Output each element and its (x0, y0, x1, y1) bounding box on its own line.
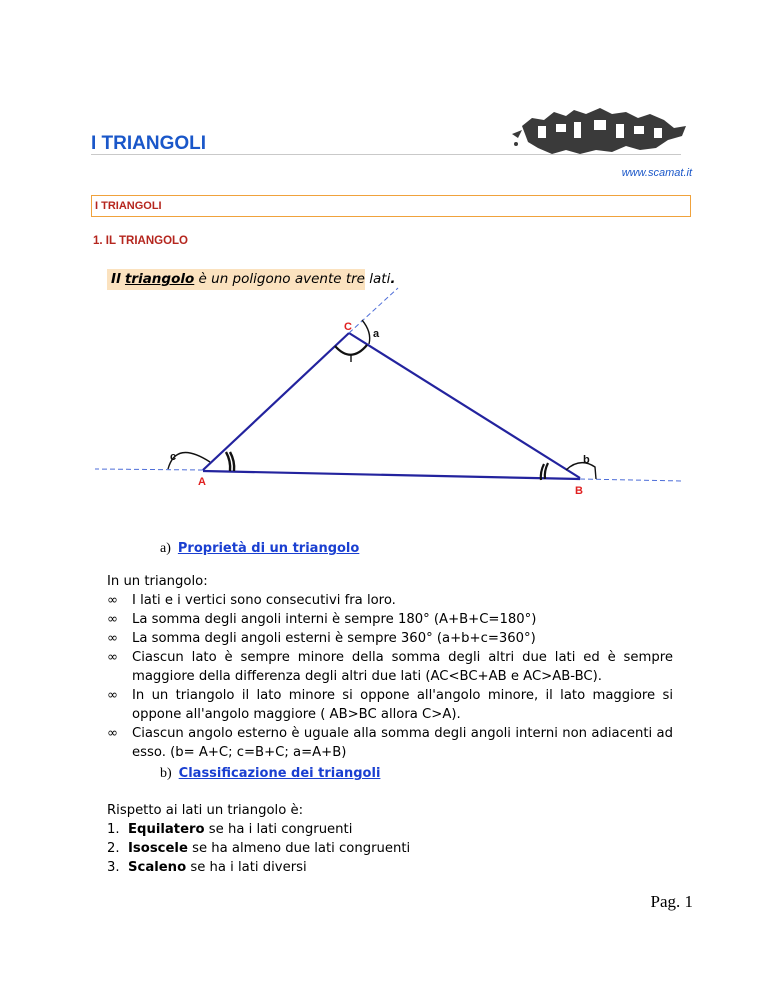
bullet-icon: ∞ (107, 688, 118, 703)
properties-list (107, 591, 673, 762)
angle-b-label: b (583, 454, 590, 466)
side-cb (349, 333, 580, 478)
subheading-marker: a) (160, 541, 171, 556)
subheading-properties (160, 541, 359, 557)
bullet-icon: ∞ (107, 593, 118, 608)
angle-a-label: a (373, 328, 380, 340)
bullet-icon: ∞ (107, 726, 118, 741)
definition-rest: è un poligono avente tre lati (194, 271, 391, 287)
vertex-a-label: A (198, 476, 206, 488)
section-heading: 1. IL TRIANGOLO (93, 235, 188, 247)
list-item: ∞ I lati e i vertici sono consecutivi fra loro. (107, 593, 396, 608)
subheading-marker: b) (160, 766, 172, 781)
list-item: 1. Equilatero se ha i lati congruenti (107, 822, 353, 837)
classification-list (107, 820, 673, 877)
document-title: I TRIANGOLI (91, 133, 207, 154)
list-item: ∞ Ciascun lato è sempre minore della somma degli altri due lati ed è sempre maggiore della differenza degli altri due lati (AC<BC+AB e AC>AB-BC). (107, 650, 673, 684)
list-item: ∞ Ciascun angolo esterno è uguale alla somma degli angoli interni non adiacenti ad esso. (b= A+C; c=B+C; a=A+B) (107, 726, 673, 760)
interior-angle-a (226, 452, 230, 471)
bullet-icon: ∞ (107, 612, 118, 627)
definition-lead: Il (111, 271, 121, 287)
angle-arcs (168, 320, 596, 480)
list-item: 2. Isoscele se ha almeno due lati congruenti (107, 841, 411, 856)
extension-a (95, 469, 203, 470)
subheading-classification (160, 766, 380, 782)
exterior-angle-a (362, 320, 370, 344)
triangle-sides (203, 333, 580, 479)
page-number: Pag. 1 (650, 892, 693, 911)
interior-angle-c (335, 345, 367, 355)
section-box-heading: I TRIANGOLI (91, 195, 691, 217)
properties-intro: In un triangolo: (107, 574, 208, 589)
vertex-c-label: C (344, 321, 352, 333)
vertex-b-label: B (575, 485, 583, 497)
extension-c (349, 288, 398, 333)
definition-term: triangolo (124, 271, 195, 287)
website-link[interactable]: www.scamat.it (621, 167, 692, 179)
definition-end: . (390, 271, 396, 287)
bullet-icon: ∞ (107, 650, 118, 665)
list-item: ∞ In un triangolo il lato minore si oppone all'angolo minore, il lato maggiore si oppone all'angolo maggiore ( AB>BC allora C>A). (107, 688, 673, 722)
extension-b (580, 479, 684, 481)
list-item: ∞ La somma degli angoli esterni è sempre 360° (a+b+c=360°) (107, 631, 536, 646)
angle-c-label: c (170, 451, 177, 463)
side-ac (203, 333, 349, 470)
classification-intro: Rispetto ai lati un triangolo è: (107, 803, 304, 818)
list-item: ∞ La somma degli angoli interni è sempre 180° (A+B+C=180°) (107, 612, 537, 627)
classification-link[interactable]: Classificazione dei triangoli (178, 766, 381, 781)
list-item: 3. Scaleno se ha i lati diversi (107, 860, 307, 875)
side-ab (203, 471, 580, 479)
bullet-icon: ∞ (107, 631, 118, 646)
properties-link[interactable]: Proprietà di un triangolo (177, 541, 360, 556)
